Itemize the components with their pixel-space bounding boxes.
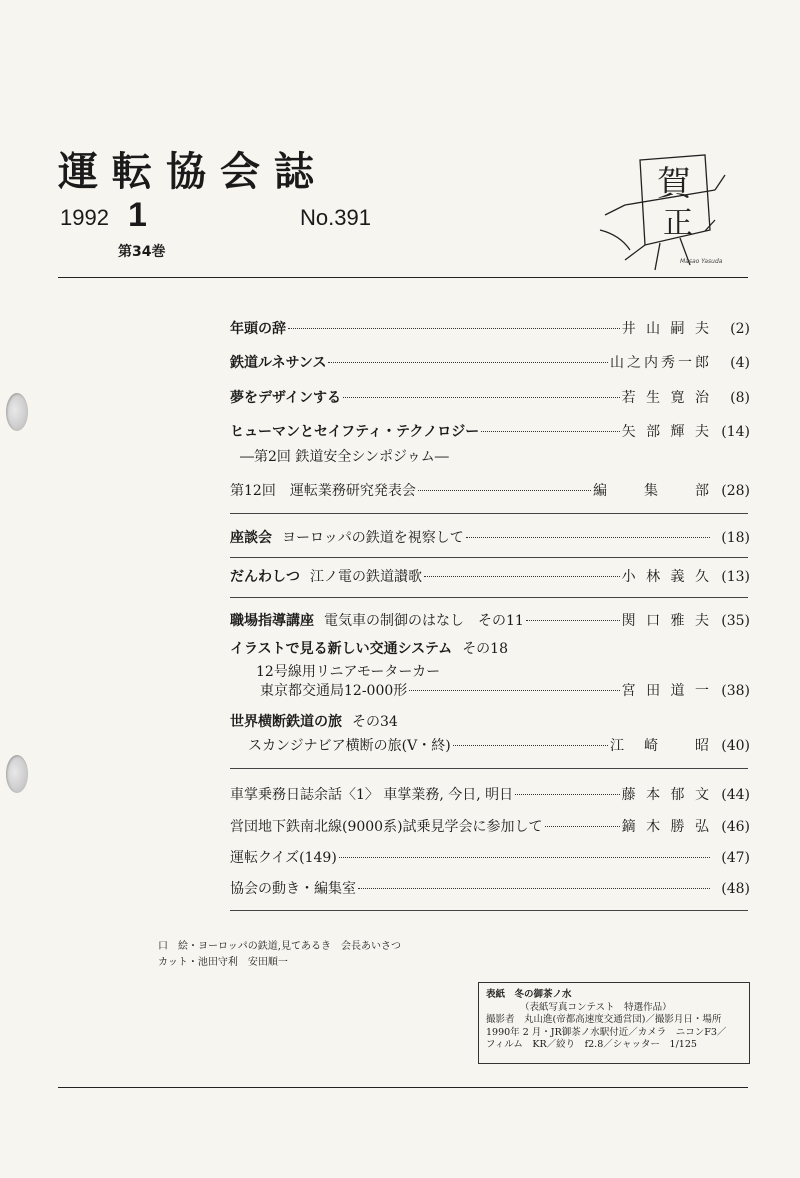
issue-month: 1 — [128, 196, 147, 234]
punch-hole-top — [6, 393, 28, 431]
toc-title-detail: 電気車の制御のはなし その11 — [324, 613, 524, 629]
section-divider — [230, 597, 748, 598]
toc-title: 夢をデザインする — [230, 390, 342, 406]
toc-title: 世界横断鉄道の旅 — [230, 714, 342, 730]
magazine-title: 運転協会誌 — [58, 149, 328, 195]
toc-author: 井 山 嗣 夫 — [621, 321, 712, 337]
toc-title-detail: ヨーロッパの鉄道を視察して — [282, 530, 464, 546]
toc-author: 編 集 部 — [593, 483, 712, 499]
leader-dots — [481, 431, 619, 432]
toc-item[interactable] — [230, 318, 750, 340]
leader-dots — [424, 576, 620, 577]
cover-label: 表紙 冬の御茶ノ水 — [486, 989, 572, 1000]
toc-page: (8) — [730, 390, 750, 406]
leader-dots — [328, 362, 608, 363]
issue-number: No.391 — [300, 205, 371, 230]
toc-item[interactable] — [230, 638, 750, 660]
toc-author: 矢 部 輝 夫 — [621, 424, 712, 440]
toc-title: 座談会 — [230, 530, 272, 546]
toc-title: 職場指導講座 — [230, 613, 314, 629]
volume-number: 第34巻 — [118, 244, 166, 260]
toc-subtitle: 12号線用リニアモーターカー — [256, 664, 441, 680]
section-divider — [230, 557, 748, 558]
kanji-ga: 賀 — [657, 164, 691, 204]
leader-dots — [339, 857, 710, 858]
section-divider — [230, 513, 748, 514]
cover-details: フィルム KR／絞り f2.8／シャッター 1/125 — [486, 1039, 697, 1050]
toc-title-detail: その18 — [462, 641, 509, 657]
toc-author: 江 崎 昭 — [610, 738, 712, 754]
toc-page: (14) — [721, 424, 750, 440]
toc-item[interactable] — [230, 352, 750, 374]
cover-award: （表紙写真コンテスト 特選作品） — [520, 1001, 672, 1013]
kanji-sho: 正 — [663, 206, 693, 241]
toc-page: (44) — [721, 787, 750, 803]
new-year-kite-illustration — [585, 135, 735, 275]
cut-credit: カット・池田守利 安田順一 — [158, 957, 288, 968]
toc-author: 宮 田 道 一 — [621, 683, 712, 699]
cover-details: 1990年 2 月・JR御茶ノ水駅付近／カメラ ニコンF3／ — [486, 1026, 727, 1038]
toc-page: (47) — [721, 850, 750, 866]
toc-author: 藤 本 郁 文 — [621, 787, 712, 803]
frontispiece-credit: 口 絵・ヨーロッパの鉄道,見てあるき 会長あいさつ — [158, 941, 401, 952]
artist-signature: Masao Yasuda — [680, 258, 723, 265]
toc-page: (46) — [721, 819, 750, 835]
toc-item[interactable] — [230, 527, 750, 549]
leader-dots — [358, 888, 710, 889]
leader-dots — [343, 397, 620, 398]
toc-item[interactable] — [230, 878, 750, 900]
toc-page: (40) — [721, 738, 750, 754]
toc-page: (13) — [721, 569, 750, 585]
toc-title: イラストで見る新しい交通システム — [230, 641, 453, 657]
toc-item[interactable] — [230, 711, 750, 733]
toc-item[interactable] — [230, 816, 750, 838]
toc-title: 年頭の辞 — [230, 321, 286, 337]
toc-title: 運転クイズ(149) — [230, 850, 337, 866]
toc-title: スカンジナビア横断の旅(V・終) — [248, 738, 451, 754]
toc-page: (28) — [721, 483, 750, 499]
toc-title: 東京都交通局12-000形 — [260, 683, 408, 699]
leader-dots — [418, 490, 591, 491]
toc-page: (48) — [721, 881, 750, 897]
toc-page: (38) — [721, 683, 750, 699]
leader-dots — [526, 620, 620, 621]
toc-author: 若 生 寛 治 — [621, 390, 712, 406]
toc-page: (2) — [730, 321, 750, 337]
toc-author: 鏑 木 勝 弘 — [621, 819, 712, 835]
toc-page: (4) — [730, 355, 750, 371]
leader-dots — [515, 794, 619, 795]
leader-dots — [545, 826, 620, 827]
toc-title: ヒューマンとセイフティ・テクノロジー — [230, 424, 480, 440]
cover-details: 撮影者 丸山進(帝都高速度交通営団)／撮影月日・場所 — [486, 1014, 722, 1025]
toc-item-continued[interactable] — [260, 680, 750, 702]
top-rule — [58, 277, 748, 278]
leader-dots — [453, 745, 608, 746]
toc-item[interactable] — [230, 784, 750, 806]
toc-author: 関 口 雅 夫 — [621, 613, 712, 629]
toc-title: 営団地下鉄南北線(9000系)試乗見学会に参加して — [230, 819, 543, 835]
toc-item[interactable] — [230, 480, 750, 502]
leader-dots — [288, 328, 620, 329]
bottom-rule — [58, 1087, 748, 1088]
toc-item[interactable] — [230, 566, 750, 588]
toc-title: 鉄道ルネサンス — [230, 355, 327, 371]
toc-title-detail: 江ノ電の鉄道讃歌 — [310, 569, 422, 585]
toc-author: 小 林 義 久 — [621, 569, 712, 585]
toc-page: (35) — [721, 613, 750, 629]
toc-item[interactable] — [230, 847, 750, 869]
leader-dots — [409, 690, 619, 691]
toc-author: 山之内秀一郎 — [610, 355, 712, 371]
toc-title: 第12回 運転業務研究発表会 — [230, 483, 416, 499]
toc-page: (18) — [721, 530, 750, 546]
toc-title: 車掌乗務日誌余話〈1〉 車掌業務, 今日, 明日 — [230, 787, 514, 803]
leader-dots — [466, 537, 710, 538]
toc-item[interactable] — [230, 610, 750, 632]
toc-subtitle: ―第2回 鉄道安全シンポジゥム― — [240, 449, 449, 465]
punch-hole-bottom — [6, 755, 28, 793]
toc-item[interactable] — [230, 387, 750, 409]
toc-title: だんわしつ — [230, 569, 300, 585]
toc-title-detail: その34 — [352, 714, 398, 730]
toc-title: 協会の動き・編集室 — [230, 881, 356, 897]
section-divider — [230, 768, 748, 769]
issue-year: 1992 — [60, 205, 109, 230]
section-divider — [230, 910, 748, 911]
cover-photo-info — [478, 982, 750, 1064]
toc-item[interactable] — [230, 421, 750, 443]
toc-item-continued[interactable] — [248, 735, 750, 757]
